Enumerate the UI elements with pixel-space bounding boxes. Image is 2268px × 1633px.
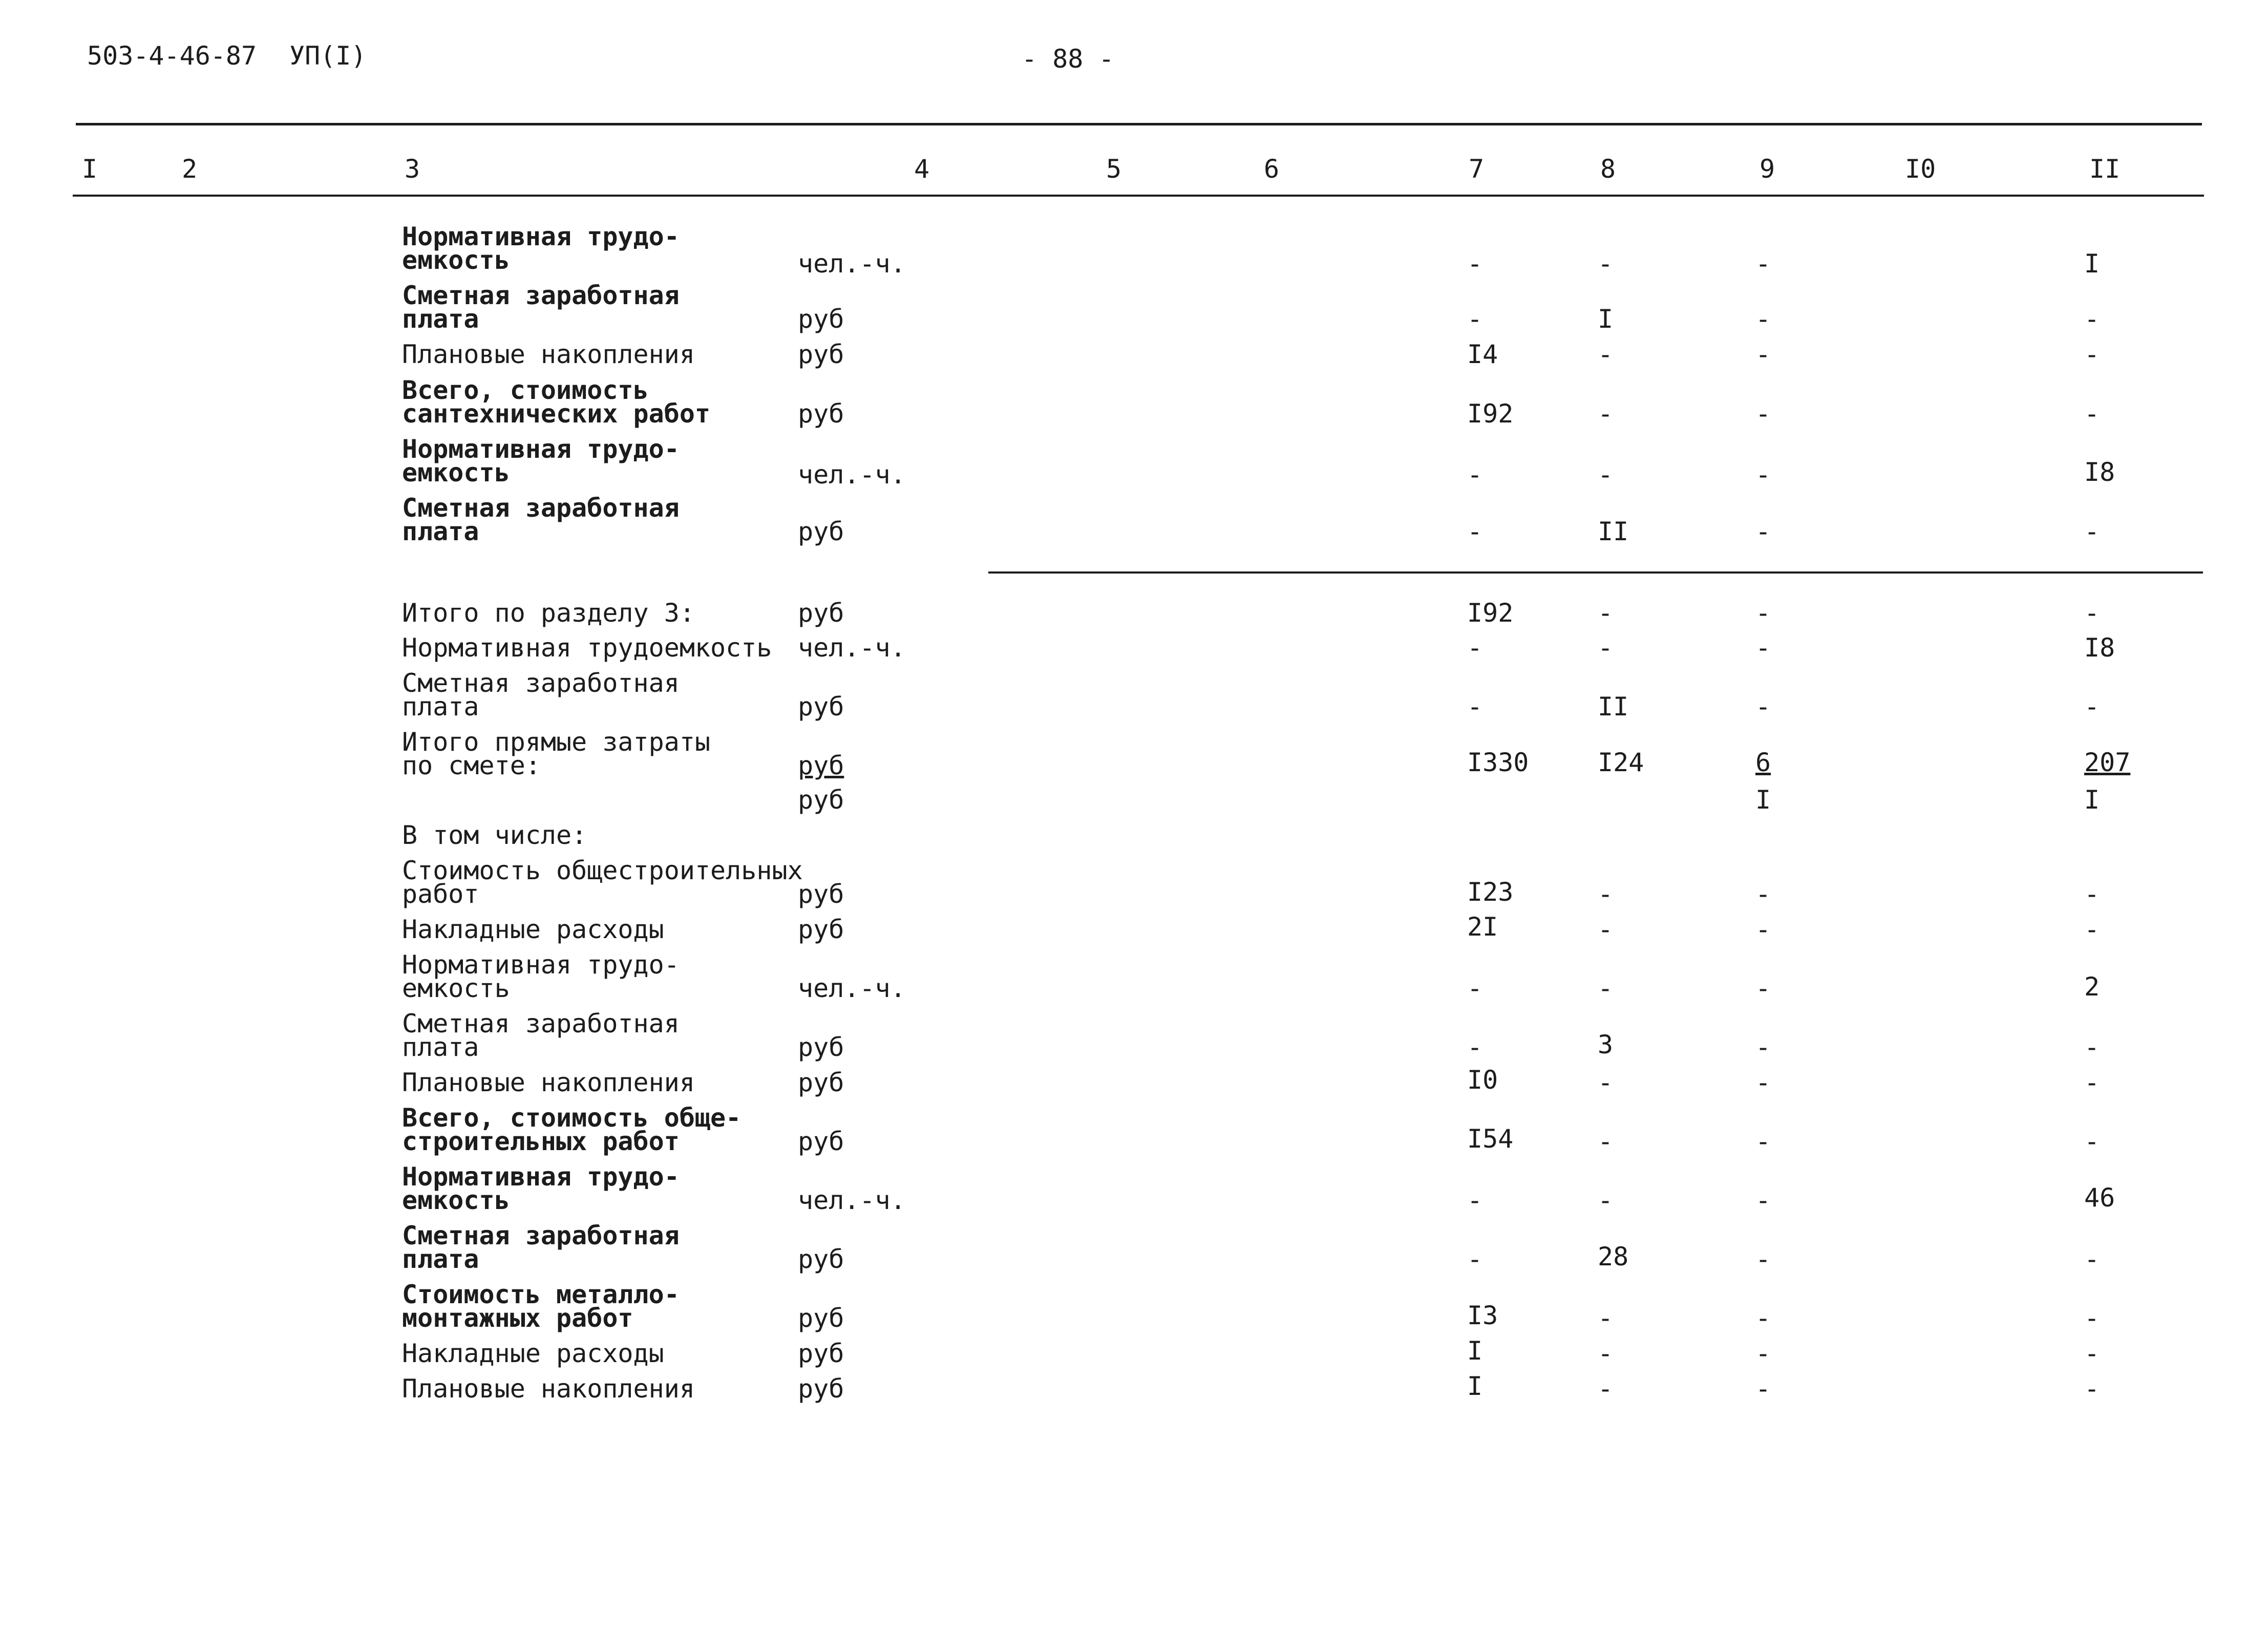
row-value-col9: - xyxy=(1755,1303,1771,1333)
row-value-col11: - xyxy=(2084,598,2100,628)
row-unit: руб xyxy=(798,1374,844,1404)
row-value-col8: 28 xyxy=(1598,1242,1629,1271)
row-value-col7: - xyxy=(1467,249,1483,279)
row-name-line-2: сантехнических работ xyxy=(402,399,711,429)
row-value-col8: II xyxy=(1598,692,1629,722)
row-name-line-1: Сметная заработная xyxy=(402,668,680,698)
row-value-col7: - xyxy=(1467,973,1483,1003)
row-value-col9: - xyxy=(1755,598,1771,628)
column-number-3: 3 xyxy=(405,154,420,184)
row-value-col9: - xyxy=(1755,973,1771,1003)
row-value-col8: - xyxy=(1598,399,1614,429)
row-value-col11: - xyxy=(2084,1068,2100,1097)
row-name-line-2: монтажных работ xyxy=(402,1303,633,1333)
row-unit: чел.-ч. xyxy=(798,1185,906,1215)
row-value-col11: I xyxy=(2084,785,2100,815)
row-value-col7: I54 xyxy=(1467,1124,1514,1154)
row-value-col9: - xyxy=(1755,915,1771,944)
row-value-col11: - xyxy=(2084,1374,2100,1404)
row-value-col8: - xyxy=(1598,1303,1614,1333)
column-number-9: 9 xyxy=(1760,154,1775,184)
column-number-8: 8 xyxy=(1600,154,1616,184)
row-name-line-1: Сметная заработная xyxy=(402,281,680,310)
row-name-line-1: Плановые накопления xyxy=(402,1068,695,1097)
row-value-col7: I92 xyxy=(1467,399,1514,429)
row-value-col9: - xyxy=(1755,460,1771,490)
row-name-line-1: Плановые накопления xyxy=(402,340,695,369)
row-name-line-1: Накладные расходы xyxy=(402,1339,664,1368)
row-value-col11: I8 xyxy=(2084,633,2115,663)
row-value-col11: 46 xyxy=(2084,1183,2115,1213)
row-value-col7: - xyxy=(1467,304,1483,334)
row-value-col9: - xyxy=(1755,1185,1771,1215)
row-value-col7: - xyxy=(1467,460,1483,490)
row-name-line-1: Плановые накопления xyxy=(402,1374,695,1404)
row-value-col11: - xyxy=(2084,1303,2100,1333)
row-value-col11: 207 xyxy=(2084,748,2131,777)
row-value-col7: - xyxy=(1467,1244,1483,1274)
row-value-col8: - xyxy=(1598,1068,1614,1097)
row-name-line-1: Всего, стоимость обще- xyxy=(402,1103,741,1133)
header-bottom-rule xyxy=(73,195,2204,197)
row-unit: чел.-ч. xyxy=(798,249,906,279)
row-value-col7: I23 xyxy=(1467,877,1514,907)
row-value-col8: - xyxy=(1598,460,1614,490)
row-value-col7: - xyxy=(1467,1032,1483,1062)
row-value-col11: - xyxy=(2084,399,2100,429)
row-value-col11: - xyxy=(2084,1127,2100,1156)
row-name-line-1: Нормативная трудоемкость xyxy=(402,633,772,663)
row-value-col11: - xyxy=(2084,517,2100,546)
row-value-col11: 2 xyxy=(2084,972,2100,1002)
row-value-col7: I330 xyxy=(1467,748,1529,777)
row-value-col8: - xyxy=(1598,249,1614,279)
row-value-col9: - xyxy=(1755,1032,1771,1062)
row-unit: руб xyxy=(798,1127,844,1156)
column-number-5: 5 xyxy=(1106,154,1122,184)
row-value-col7: I0 xyxy=(1467,1065,1498,1095)
row-value-col9: - xyxy=(1755,1127,1771,1156)
row-value-col7: I xyxy=(1467,1371,1483,1401)
row-value-col9: - xyxy=(1755,1244,1771,1274)
column-number-1: I xyxy=(82,154,98,184)
column-number-11: II xyxy=(2089,154,2121,184)
row-value-col7: 2I xyxy=(1467,912,1498,942)
row-value-col8: - xyxy=(1598,633,1614,663)
row-value-col8: - xyxy=(1598,340,1614,369)
row-unit: руб xyxy=(798,1303,844,1333)
row-value-col8: - xyxy=(1598,1374,1614,1404)
row-name-line-2: по смете: xyxy=(402,751,541,780)
row-value-col9: - xyxy=(1755,304,1771,334)
row-unit: руб xyxy=(798,1339,844,1368)
row-value-col8: - xyxy=(1598,1127,1614,1156)
row-value-col7: I4 xyxy=(1467,340,1498,369)
row-unit: руб xyxy=(798,915,844,944)
row-value-col8: 3 xyxy=(1598,1030,1614,1059)
row-name-line-1: Итого прямые затраты xyxy=(402,727,711,757)
row-value-col11: - xyxy=(2084,340,2100,369)
row-name-line-2: строительных работ xyxy=(402,1127,680,1156)
row-value-col8: I24 xyxy=(1598,748,1644,777)
row-unit: руб xyxy=(798,1068,844,1097)
row-value-col7: - xyxy=(1467,517,1483,546)
row-value-col11: - xyxy=(2084,879,2100,909)
row-value-col8: II xyxy=(1598,517,1629,546)
document-sheet-code: УП(I) xyxy=(289,41,367,71)
row-value-col8: - xyxy=(1598,598,1614,628)
row-value-col9: - xyxy=(1755,1068,1771,1097)
row-value-col9: - xyxy=(1755,879,1771,909)
row-value-col9: - xyxy=(1755,340,1771,369)
row-unit: руб xyxy=(798,692,844,722)
row-unit: руб xyxy=(798,517,844,546)
row-name-line-1: В том числе: xyxy=(402,820,587,850)
row-value-col11: I xyxy=(2084,249,2100,279)
row-name-line-1: Нормативная трудо- xyxy=(402,950,680,980)
row-value-col9: - xyxy=(1755,633,1771,663)
row-unit: руб xyxy=(798,340,844,369)
row-value-col7: I xyxy=(1467,1336,1483,1366)
row-unit: руб xyxy=(798,1032,844,1062)
row-unit: чел.-ч. xyxy=(798,633,906,663)
row-name-line-1: Сметная заработная xyxy=(402,493,680,523)
row-unit: руб xyxy=(798,879,844,909)
row-name-line-2: работ xyxy=(402,879,479,909)
row-value-col11: - xyxy=(2084,692,2100,722)
row-name-line-2: емкость xyxy=(402,973,510,1003)
row-value-col9: 6 xyxy=(1755,748,1771,777)
section-divider-rule xyxy=(988,571,2203,574)
row-name-line-2: плата xyxy=(402,692,479,722)
row-name-line-1: Сметная заработная xyxy=(402,1221,680,1250)
row-name-line-2: емкость xyxy=(402,245,510,275)
row-value-col8: - xyxy=(1598,915,1614,944)
row-value-col8: I xyxy=(1598,304,1614,334)
row-value-col9: - xyxy=(1755,249,1771,279)
row-name-line-1: Накладные расходы xyxy=(402,915,664,944)
row-value-col7: - xyxy=(1467,692,1483,722)
row-value-col7: I92 xyxy=(1467,598,1514,628)
row-name-line-1: Стоимость металло- xyxy=(402,1280,680,1309)
row-name-line-2: емкость xyxy=(402,458,510,487)
row-name-line-1: Нормативная трудо- xyxy=(402,434,680,464)
column-number-7: 7 xyxy=(1469,154,1485,184)
row-name-line-2: плата xyxy=(402,1244,479,1274)
row-unit: руб xyxy=(798,751,844,780)
document-code: 503-4-46-87 xyxy=(87,41,257,71)
row-value-col7: I3 xyxy=(1467,1301,1498,1330)
row-value-col11: - xyxy=(2084,1244,2100,1274)
table-top-rule xyxy=(76,123,2202,125)
row-unit: руб xyxy=(798,399,844,429)
row-value-col11: - xyxy=(2084,1032,2100,1062)
row-value-col9: - xyxy=(1755,692,1771,722)
row-name-line-1: Итого по разделу 3: xyxy=(402,598,695,628)
row-name-line-1: Нормативная трудо- xyxy=(402,222,680,251)
row-value-col11: I8 xyxy=(2084,457,2115,487)
row-value-col11: - xyxy=(2084,304,2100,334)
row-name-line-2: плата xyxy=(402,517,479,546)
row-name-line-1: Сметная заработная xyxy=(402,1009,680,1038)
row-unit: руб xyxy=(798,304,844,334)
column-number-10: I0 xyxy=(1905,154,1936,184)
row-value-col8: - xyxy=(1598,1339,1614,1368)
row-name-line-1: Нормативная трудо- xyxy=(402,1162,680,1192)
row-name-line-2: плата xyxy=(402,1032,479,1062)
row-name-line-1: Всего, стоимость xyxy=(402,375,649,405)
page-number: - 88 - xyxy=(1022,44,1114,74)
row-unit: руб xyxy=(798,1244,844,1274)
row-name-line-2: плата xyxy=(402,304,479,334)
column-number-4: 4 xyxy=(914,154,930,184)
row-value-col8: - xyxy=(1598,879,1614,909)
column-number-6: 6 xyxy=(1264,154,1280,184)
row-name-line-2: емкость xyxy=(402,1185,510,1215)
row-name-line-1: Стоимость общестроительных xyxy=(402,856,803,885)
row-value-col9: - xyxy=(1755,399,1771,429)
row-value-col8: - xyxy=(1598,1185,1614,1215)
row-unit: руб xyxy=(798,785,844,815)
row-value-col9: - xyxy=(1755,517,1771,546)
row-unit: чел.-ч. xyxy=(798,973,906,1003)
row-unit: руб xyxy=(798,598,844,628)
row-value-col7: - xyxy=(1467,1185,1483,1215)
row-value-col9: I xyxy=(1755,785,1771,815)
row-value-col9: - xyxy=(1755,1374,1771,1404)
row-value-col8: - xyxy=(1598,973,1614,1003)
row-value-col11: - xyxy=(2084,1339,2100,1368)
column-number-2: 2 xyxy=(182,154,198,184)
row-value-col9: - xyxy=(1755,1339,1771,1368)
row-value-col11: - xyxy=(2084,915,2100,944)
row-value-col7: - xyxy=(1467,633,1483,663)
row-unit: чел.-ч. xyxy=(798,460,906,490)
